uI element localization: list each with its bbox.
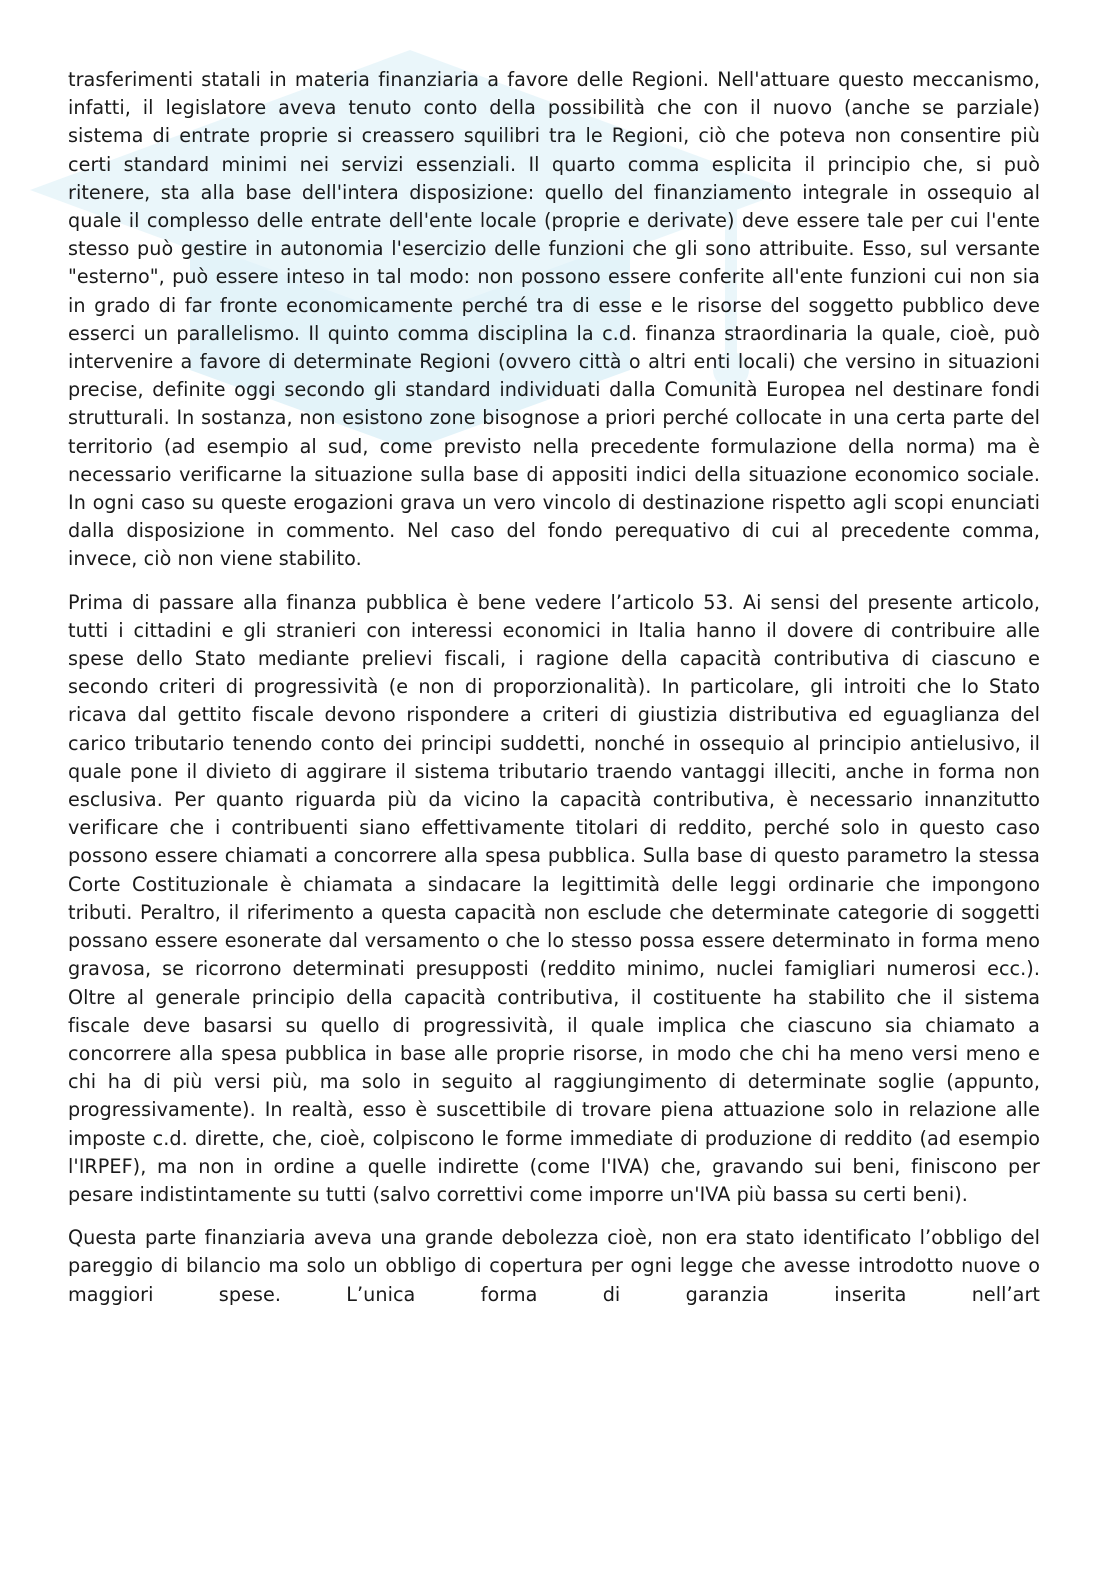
paragraph-articolo-53: Prima di passare alla finanza pubblica è bene vedere l’articolo 53. Ai sensi del presente articolo, tutti i cittadini e gli stranieri con interessi economici in Italia hanno il dovere di contribuire alle spese dello Stato mediante prelievi fiscali, i ragione della capacità contributiva di ciascuno e secondo criteri di progressività (e non di proporzionalità). In particolare, gli introiti che lo Stato ricava dal gettito fiscale devono rispondere a criteri di giustizia distributiva ed eguaglianza del carico tributario tenendo conto dei principi suddetti, nonché in ossequio al principio antielusivo, il quale pone il divieto di aggirare il sistema tributario traendo vantaggi illeciti, anche in forma non esclusiva. Per quanto riguarda più da vicino la capacità contributiva, è necessario innanzitutto verificare che i contribuenti siano effettivamente titolari di reddito, perché solo in questo caso possono essere chiamati a concorrere alla spesa pubblica. Sulla base di questo parametro la stessa Corte Costituzionale è chiamata a sindacare la legittimità delle leggi ordinarie che impongono tributi. Peraltro, il riferimento a questa capacità non esclude che determinate categorie di soggetti possano essere esonerate dal versamento o che lo stesso possa essere determinato in forma meno gravosa, se ricorrono determinati presupposti (reddito minimo, nuclei famigliari numerosi ecc.). Oltre al generale principio della capacità contributiva, il costituente ha stabilito che il sistema fiscale deve basarsi su quello di progressività, il quale implica che ciascuno sia chiamato a concorrere alla spesa pubblica in base alle proprie risorse, in modo che chi ha meno versi meno e chi ha di più versi più, ma solo in seguito al raggiungimento di determinate soglie (appunto, progressivamente). In realtà, esso è suscettibile di trovare piena attuazione solo in relazione alle imposte c.d. dirette, che, cioè, colpiscono le forme immediate di produzione di reddito (ad esempio l'IRPEF), ma non in ordine a quelle indirette (come l'IVA) che, gravando sui beni, finiscono per pesare indistintamente su tutti (salvo correttivi come imporre un'IVA più bassa su certi beni). [68,590,1040,1206]
paragraph-finanza-regionale: trasferimenti statali in materia finanziaria a favore delle Regioni. Nell'attuare questo meccanismo, infatti, il legislatore aveva tenuto conto della possibilità che con il nuovo (anche se parziale) sistema di entrate proprie si creassero squilibri tra le Regioni, ciò che poteva non consentire più certi standard minimi nei servizi essenziali. Il quarto comma esplicita il principio che, si può ritenere, sta alla base dell'intera disposizione: quello del finanziamento integrale in ossequio al quale il complesso delle entrate dell'ente locale (proprie e derivate) deve essere tale per cui l'ente stesso può gestire in autonomia l'esercizio delle funzioni che gli sono attribuite. Esso, sul versante "esterno", può essere inteso in tal modo: non possono essere conferite all'ente funzioni cui non sia in grado di far fronte economicamente perché tra di esse e le risorse del soggetto pubblico deve esserci un parallelismo. Il quinto comma disciplina la c.d. finanza straordinaria la quale, cioè, può intervenire a favore di determinate Regioni (ovvero città o altri enti locali) che versino in situazioni precise, definite oggi secondo gli standard individuati dalla Comunità Europea nel destinare fondi strutturali. In sostanza, non esistono zone bisognose a priori perché collocate in una certa parte del territorio (ad esempio al sud, come previsto nella precedente formulazione della norma) ma è necessario verificarne la situazione sulla base di appositi indici della situazione economico sociale. In ogni caso su queste erogazioni grava un vero vincolo di destinazione rispetto agli scopi enunciati dalla disposizione in commento. Nel caso del fondo perequativo di cui al precedente comma, invece, ciò non viene stabilito. [68,68,1040,571]
document-body [68,66,1040,1324]
paragraph-debolezza-finanziaria: Questa parte finanziaria aveva una grande debolezza cioè, non era stato identificato l’obbligo del pareggio di bilancio ma solo un obbligo di copertura per ogni legge che avesse introdotto nuove o maggiori spese. L’unica forma di garanzia inserita nell’art [68,1226,1040,1306]
